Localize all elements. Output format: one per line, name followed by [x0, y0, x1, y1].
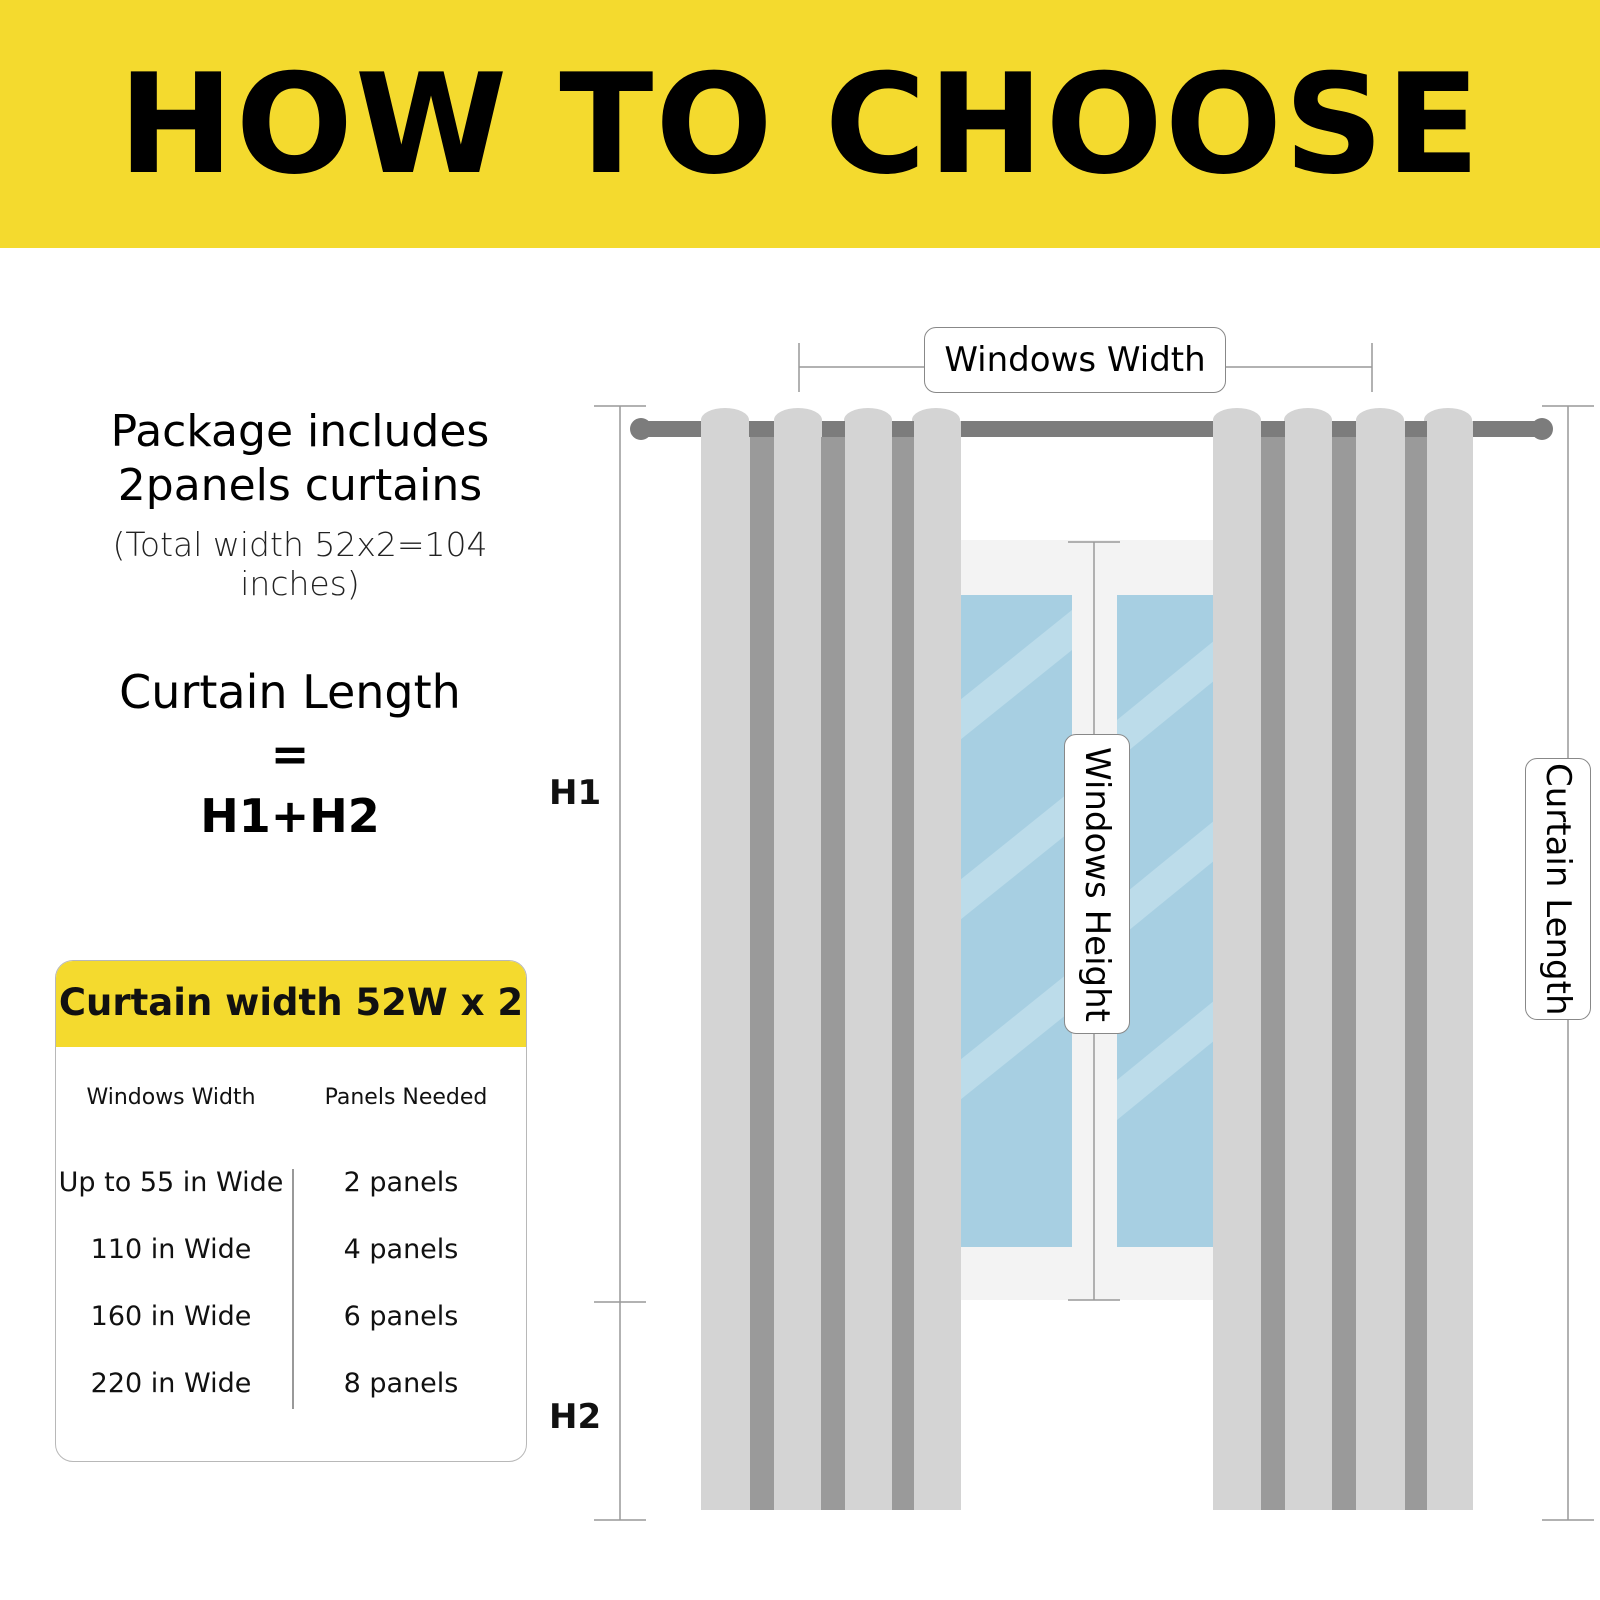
column-header-width: Windows Width [86, 1085, 256, 1110]
h2-label: H2 [549, 1397, 602, 1437]
formula-expression: H1+H2 [200, 789, 380, 843]
formula-label: Curtain Length [119, 665, 461, 719]
row-width: 160 in Wide [90, 1301, 252, 1332]
row-width: 220 in Wide [90, 1368, 252, 1399]
windows-width-label [924, 327, 1226, 393]
column-header-panels: Panels Needed [324, 1085, 488, 1110]
curtain-fold [821, 425, 845, 1510]
rod-sleeve [1213, 421, 1261, 437]
rod-sleeve [701, 421, 749, 437]
curtain-length-text: Curtain Length [1538, 762, 1578, 1016]
h1-label: H1 [549, 773, 602, 813]
formula-equals: = [270, 727, 310, 781]
curtain-rod [630, 418, 1553, 440]
rod-sleeve [1356, 421, 1405, 437]
curtain-fold [1332, 425, 1356, 1510]
row-width: 110 in Wide [90, 1234, 252, 1265]
rod-sleeve [1427, 421, 1473, 437]
windows-height-label [1064, 734, 1130, 1034]
height-measure-left [594, 406, 646, 1520]
rod-finial-left [630, 418, 652, 440]
row-panels: 2 panels [343, 1167, 459, 1198]
page-title: HOW TO CHOOSE [118, 44, 1482, 205]
rod-sleeve [845, 421, 892, 437]
rod-sleeve [1285, 421, 1332, 437]
package-line-1: Package includes [110, 406, 490, 457]
rod-sleeve [774, 421, 822, 437]
curtain-panel-left [701, 408, 961, 1510]
rod-sleeve [914, 421, 961, 437]
rod-finial-right [1531, 418, 1553, 440]
package-line-2: 2panels curtains [117, 460, 483, 511]
windows-height-text: Windows Height [1077, 746, 1117, 1022]
curtain-fold [1261, 425, 1285, 1510]
row-panels: 4 panels [343, 1234, 459, 1265]
curtain-fold [892, 425, 914, 1510]
row-panels: 8 panels [343, 1368, 459, 1399]
curtain-fold [1405, 425, 1427, 1510]
curtain-panel-right [1213, 408, 1473, 1510]
package-note: (Total width 52x2=104 inches) [112, 525, 488, 603]
size-card-title: Curtain width 52W x 2 [58, 981, 524, 1024]
windows-width-text: Windows Width [944, 340, 1206, 380]
row-panels: 6 panels [343, 1301, 459, 1332]
curtain-fold [750, 425, 774, 1510]
row-width: Up to 55 in Wide [58, 1167, 284, 1198]
curtain-length-label [1525, 758, 1591, 1020]
